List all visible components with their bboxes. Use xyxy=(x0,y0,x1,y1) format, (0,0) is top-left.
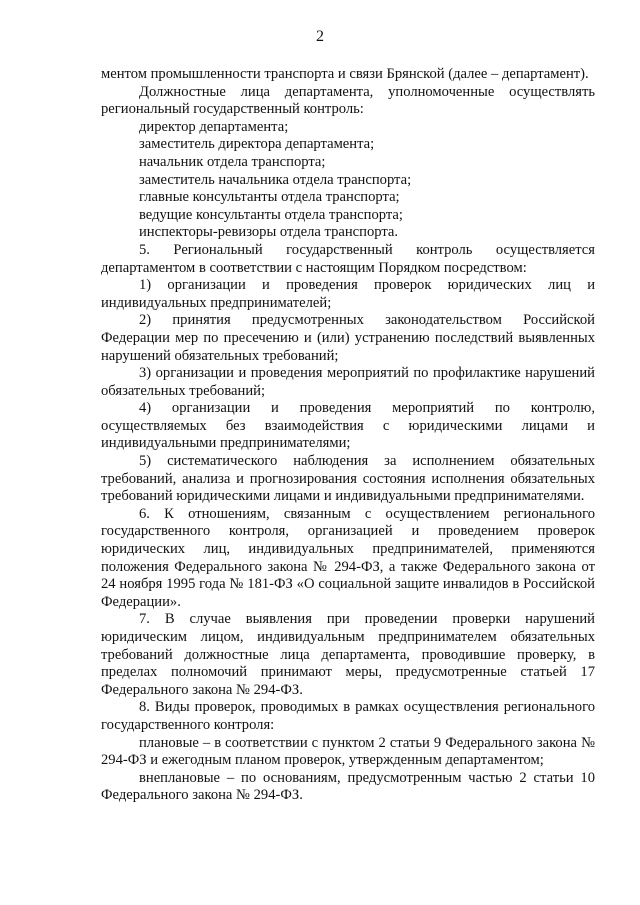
list-item-official: главные консультанты отдела транспорта; xyxy=(139,189,400,206)
paragraph-continuation: ментом промышленности транспорта и связи Брянской (далее – департамент). xyxy=(101,66,589,82)
paragraph-item-6: 6. К отношениям, связанным с осуществлением регионального государственного контроля, организацией и проведением проверок юридических лиц, индивидуальных предпринимателей, применяются положения Федерального закона № 294-ФЗ, а также Федерального закона от 24 ноября 1995 года № 181-ФЗ «О социальной защите инвалидов в Российской Федерации». xyxy=(101,505,595,610)
paragraph-item-5: 5. Региональный государственный контроль осуществляется департаментом в соответствии с настоящим Порядком посредством: xyxy=(101,241,595,276)
list-item-official: ведущие консультанты отдела транспорта; xyxy=(139,206,403,223)
paragraph-subitem-2: 2) принятия предусмотренных законодательством Российской Федерации мер по пресечению и (или) устранению последствий выявленных нарушений обязательных требований; xyxy=(101,312,595,364)
list-item-official: заместитель директора департамента; xyxy=(139,136,375,153)
list-item-official: начальник отдела транспорта; xyxy=(139,153,326,170)
list-item-official: инспекторы-ревизоры отдела транспорта. xyxy=(139,224,399,241)
page-number: 2 xyxy=(316,28,324,45)
paragraph-subitem-4: 4) организации и проведения мероприятий по контролю, осуществляемых без взаимодействия с юридическими лицами и индивидуальными предпринимателями; xyxy=(101,400,595,452)
paragraph-planned-inspections: плановые – в соответствии с пунктом 2 статьи 9 Федерального закона № 294-ФЗ и ежегодным планом проверок, утвержденным департаментом; xyxy=(101,734,595,769)
paragraph-subitem-3: 3) организации и проведения мероприятий по профилактике нарушений обязательных требований; xyxy=(101,365,595,399)
paragraph-unplanned-inspections: внеплановые – по основаниям, предусмотренным частью 2 статьи 10 Федерального закона № 294-ФЗ. xyxy=(101,769,595,804)
paragraph-item-8: 8. Виды проверок, проводимых в рамках осуществления регионального государственного контроля: xyxy=(101,699,595,733)
paragraph-item-7: 7. В случае выявления при проведении проверки нарушений юридическим лицом, индивидуальным предпринимателем обязательных требований должностные лица департамента, проводившие проверку, в пределах полномочий принимают меры, предусмотренные статьей 17 Федерального закона № 294-ФЗ. xyxy=(101,611,595,698)
list-item-official: заместитель начальника отдела транспорта; xyxy=(139,171,412,188)
list-item-official: директор департамента; xyxy=(139,118,289,135)
paragraph-subitem-1: 1) организации и проведения проверок юридических лиц и индивидуальных предпринимателей; xyxy=(101,277,595,311)
document-body xyxy=(101,66,595,805)
paragraph-officials-intro: Должностные лица департамента, уполномоченные осуществлять региональный государственный контроль: xyxy=(101,83,595,118)
paragraph-subitem-5: 5) систематического наблюдения за исполнением обязательных требований, анализа и прогнозирования состояния исполнения обязательных требований юридическими лицами и индивидуальными предпринимателями. xyxy=(101,453,595,505)
